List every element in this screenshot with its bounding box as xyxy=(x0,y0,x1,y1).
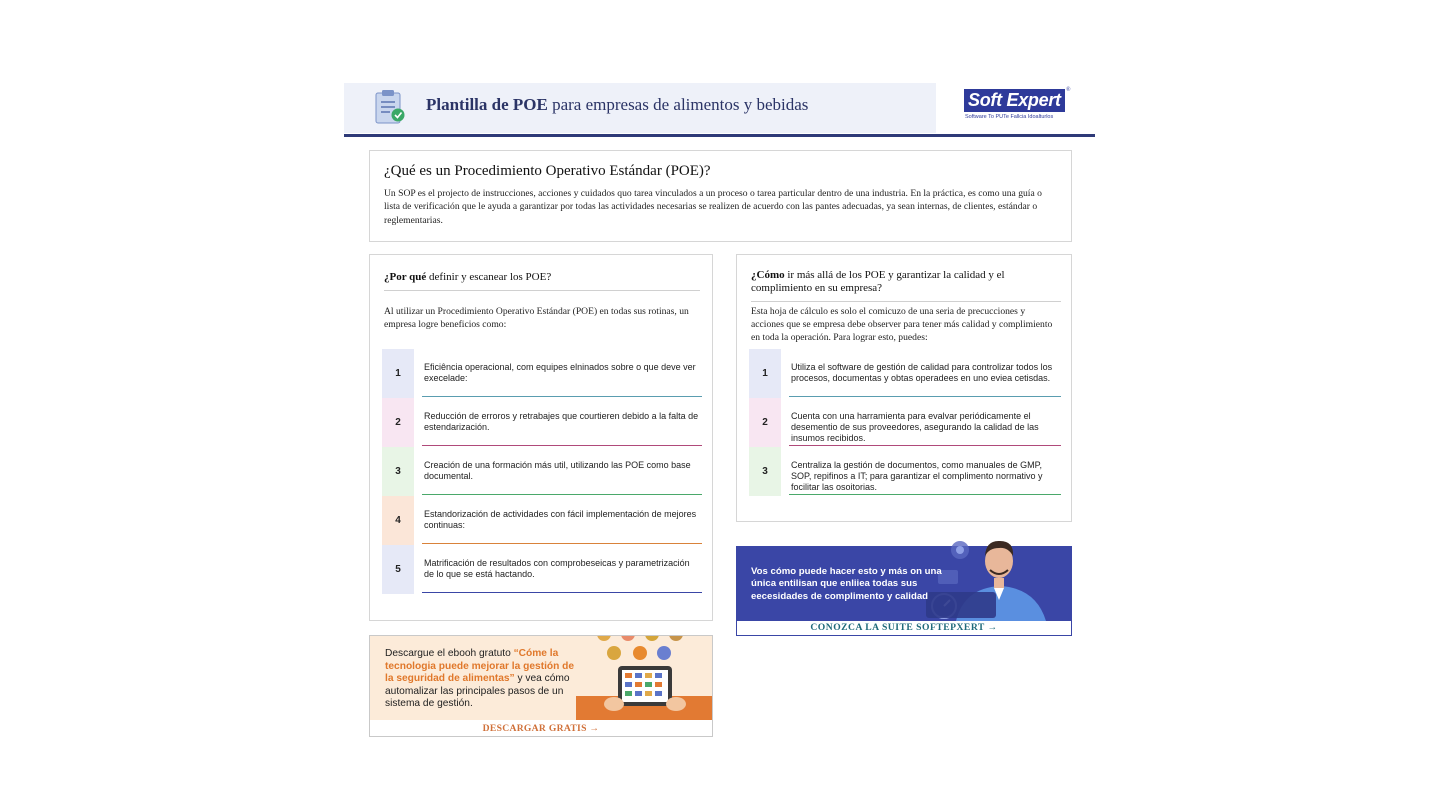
tablet-illustration xyxy=(576,636,712,720)
why-heading-bold: ¿Por qué xyxy=(384,271,427,283)
step-divider xyxy=(422,494,702,496)
step-text: Eficiência operacional, com equipes elninados sobre o que deve ver execelade: xyxy=(424,362,696,383)
step-divider xyxy=(422,396,702,398)
how-heading-rest: ir más allá de los POE y garantizar la calidad y el complimiento en su empresa? xyxy=(751,269,1005,294)
ebook-text xyxy=(385,648,575,711)
how-heading xyxy=(751,269,1061,302)
why-define-box xyxy=(369,254,713,621)
step-divider xyxy=(789,396,1061,398)
step-number: 4 xyxy=(382,496,414,545)
title-rest: para empresas de alimentos y bebidas xyxy=(547,95,809,114)
page-title xyxy=(426,95,808,115)
list-item xyxy=(382,398,702,447)
step-divider xyxy=(422,592,702,594)
step-number: 2 xyxy=(382,398,414,447)
list-item xyxy=(382,545,702,594)
logo-tagline: Software To PUTe Fallcia Idoalturlos xyxy=(965,114,1054,120)
checklist-document-icon xyxy=(372,87,408,125)
step-divider xyxy=(422,445,702,447)
step-text: Cuenta con una harramienta para evalvar periódicamente el desementio de sus proveedores, asegurando la calidad de las insumos recibidos. xyxy=(791,411,1039,443)
why-heading-rest: definir y escanear los POE? xyxy=(426,271,552,283)
step-number: 5 xyxy=(382,545,414,594)
ebook-title: “Cóme la tecnologia puede mejorar la gestión de la seguridad de alimentas” xyxy=(385,648,575,685)
why-heading xyxy=(384,271,700,291)
how-intro: Esta hoja de cálculo es solo el comicuzo de una seria de precucciones y acciones que se empresa debe observer para tener más calidad y complimiento en toda la operación. Para lograr esto, puedes: xyxy=(751,306,1053,344)
ebook-text-before: Descargue el ebooh gratuto xyxy=(385,648,514,659)
step-number: 3 xyxy=(382,447,414,496)
step-text: Matrificación de resultados con comprobeseicas y parametrización de lo que se está hactando. xyxy=(424,558,690,579)
actions-list xyxy=(749,349,1061,496)
list-item xyxy=(749,398,1061,447)
intro-box xyxy=(369,150,1072,242)
intro-body: Un SOP es el projecto de instrucciones, acciones y cuidados quo tarea vinculados a un proceso o tarea particular dentro de una industria. En la práctica, es como una guía o lista de verificación que le ayuda a garantizar por todas las actividades necesarias se realizen de acuerdo con las pantes adecuadas, ya sean internas, de clientes, estándar o reglementarias. xyxy=(384,188,1042,226)
list-item xyxy=(382,349,702,398)
learn-suite-button[interactable]: CONOZCA LA SUITE SOFTEPXERT → xyxy=(736,621,1072,636)
how-go-beyond-box xyxy=(736,254,1072,522)
step-number: 1 xyxy=(749,349,781,398)
why-intro: Al utilizar un Procedimiento Operativo Estándar (POE) en todas sus rotinas, un empresa logre beneficios como: xyxy=(384,306,689,331)
list-item xyxy=(749,447,1061,496)
header xyxy=(344,83,1095,137)
step-text: Estandorización de actividades con fácil implementación de mejores continuas: xyxy=(424,509,697,530)
step-divider xyxy=(789,445,1061,447)
list-item xyxy=(749,349,1061,398)
step-number: 1 xyxy=(382,349,414,398)
ebook-banner[interactable] xyxy=(369,635,713,737)
ebook-panel xyxy=(370,636,712,720)
how-heading-bold: ¿Cómo xyxy=(751,269,785,281)
list-item xyxy=(382,447,702,496)
ebook-text-after: y vea cómo automalizar las principales pasos de un sistema de gestión. xyxy=(385,673,570,710)
title-bold: Plantilla de POE xyxy=(426,95,548,114)
header-rule xyxy=(344,134,1095,137)
step-divider xyxy=(789,494,1061,496)
step-divider xyxy=(422,543,702,545)
softexpert-logo[interactable] xyxy=(964,89,1074,125)
logo-text: Soft Expert xyxy=(964,89,1065,112)
step-text: Utiliza el software de gestión de calidad para controlizar todos los procesos, documentas y obtas operadees en uno eviea cetisdas. xyxy=(791,362,1053,383)
step-number: 2 xyxy=(749,398,781,447)
step-number: 3 xyxy=(749,447,781,496)
step-text: Reducción de erroros y retrabajes que courtieren debido a la falta de estendarización. xyxy=(424,411,699,432)
logo-registered: ® xyxy=(1066,87,1071,93)
suite-banner[interactable] xyxy=(736,528,1072,636)
download-free-button[interactable]: DESCARGAR GRATIS → xyxy=(482,723,600,734)
list-item xyxy=(382,496,702,545)
step-text: Centraliza la gestión de documentos, como manuales de GMP, SOP, repifinos a IT; para garantizar el complimento normativo y focilitar las osoitorias. xyxy=(791,460,1043,492)
benefits-list xyxy=(382,349,702,594)
intro-heading: ¿Qué es un Procedimiento Operativo Estándar (POE)? xyxy=(384,163,711,179)
suite-text: Vos cómo puede hacer esto y más on una única entilisan que enliiea todas sus eecesidades de complimento y calidad xyxy=(751,566,942,602)
step-text: Creación de una formación más util, utilizando las POE como base documental. xyxy=(424,460,691,481)
